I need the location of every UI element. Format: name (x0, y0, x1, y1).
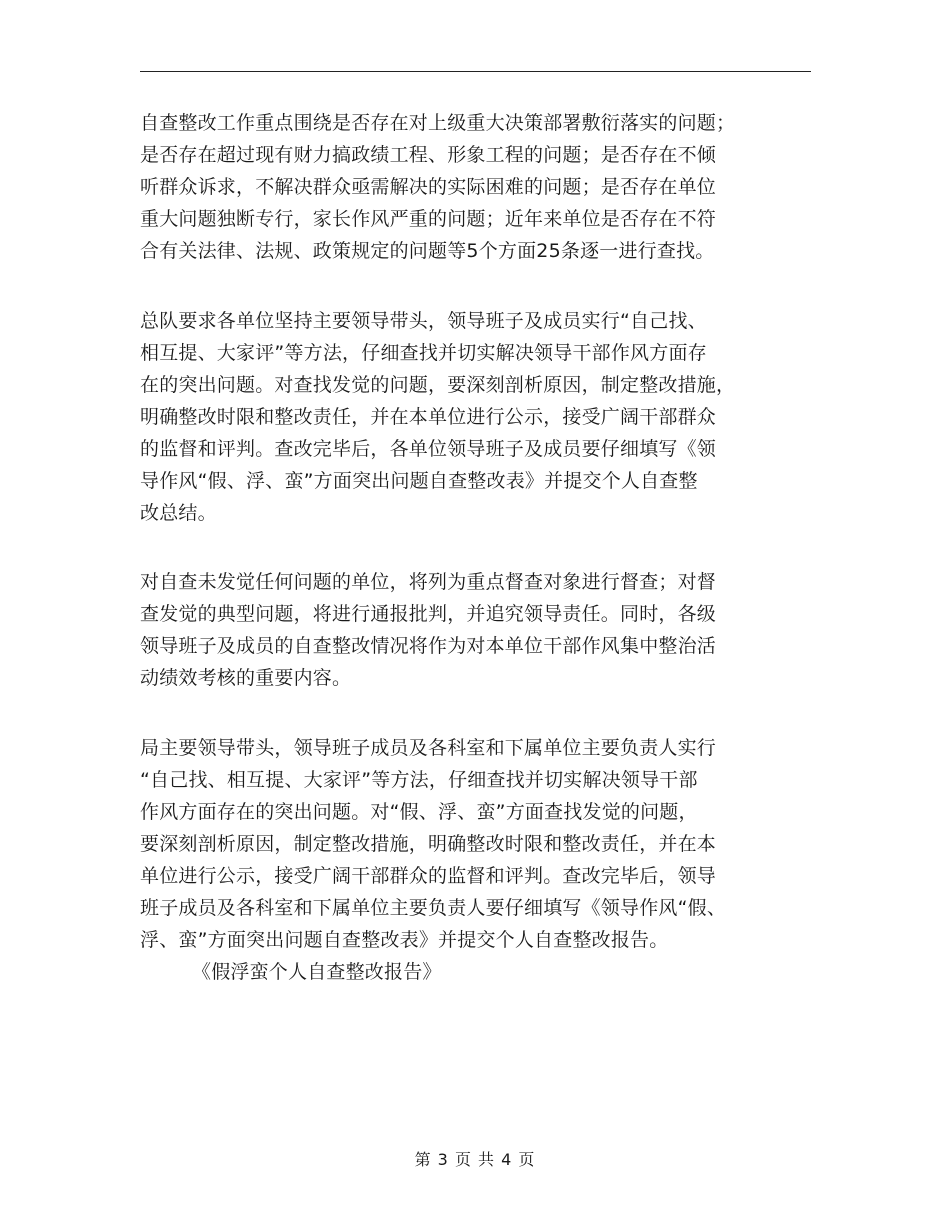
header-rule (140, 71, 811, 72)
text-line: “自己找、相互提、大家评”等方法，仔细查找并切实解决领导干部 (140, 769, 698, 791)
text-line: 要深刻剖析原因，制定整改措施，明确整改时限和整改责任，并在本 (140, 833, 717, 855)
text-line: 改总结。 (140, 502, 217, 524)
text-line: 局主要领导带头，领导班子成员及各科室和下属单位主要负责人实行 (140, 737, 717, 759)
text-line: 相互提、大家评”等方法，仔细查找并切实解决领导干部作风方面存 (140, 342, 707, 364)
page-number-footer: 第 3 页 共 4 页 (414, 1150, 536, 1169)
paragraph-3 (140, 566, 820, 694)
text-line: 单位进行公示，接受广阔干部群众的监督和评判。查改完毕后，领导 (140, 865, 717, 887)
report-title-line: 《假浮蛮个人自查整改报告》 (192, 961, 442, 983)
text-line: 是否存在超过现有财力搞政绩工程、形象工程的问题；是否存在不倾 (140, 144, 717, 166)
text-line: 浮、蛮”方面突出问题自查整改表》并提交个人自查整改报告。 (140, 929, 669, 951)
text-line: 明确整改时限和整改责任，并在本单位进行公示，接受广阔干部群众 (140, 406, 717, 428)
text-line: 查发觉的典型问题，将进行通报批判，并追究领导责任。同时，各级 (140, 603, 717, 625)
text-line: 动绩效考核的重要内容。 (140, 667, 352, 689)
text-line: 自查整改工作重点围绕是否存在对上级重大决策部署敷衍落实的问题； (140, 112, 736, 134)
paragraph-1 (140, 107, 820, 267)
text-line: 总队要求各单位坚持主要领导带头，领导班子及成员实行“自己找、 (140, 310, 707, 332)
text-line: 导作风“假、浮、蛮”方面突出问题自查整改表》并提交个人自查整 (140, 470, 698, 492)
text-line: 合有关法律、法规、政策规定的问题等5个方面25条逐一进行查找。 (140, 240, 715, 262)
text-line: 重大问题独断专行，家长作风严重的问题；近年来单位是否存在不符 (140, 208, 717, 230)
text-line: 作风方面存在的突出问题。对“假、浮、蛮”方面查找发觉的问题， (140, 801, 698, 823)
text-line: 听群众诉求，不解决群众亟需解决的实际困难的问题；是否存在单位 (140, 176, 717, 198)
text-line: 班子成员及各科室和下属单位主要负责人要仔细填写《领导作风“假、 (140, 897, 727, 919)
text-line: 对自查未发觉任何问题的单位，将列为重点督查对象进行督查；对督 (140, 571, 717, 593)
text-line: 的监督和评判。查改完毕后，各单位领导班子及成员要仔细填写《领 (140, 438, 717, 460)
paragraph-4 (140, 732, 820, 988)
text-line: 领导班子及成员的自查整改情况将作为对本单位干部作风集中整治活 (140, 635, 717, 657)
text-line: 在的突出问题。对查找发觉的问题，要深刻剖析原因，制定整改措施， (140, 374, 736, 396)
paragraph-2 (140, 305, 820, 529)
